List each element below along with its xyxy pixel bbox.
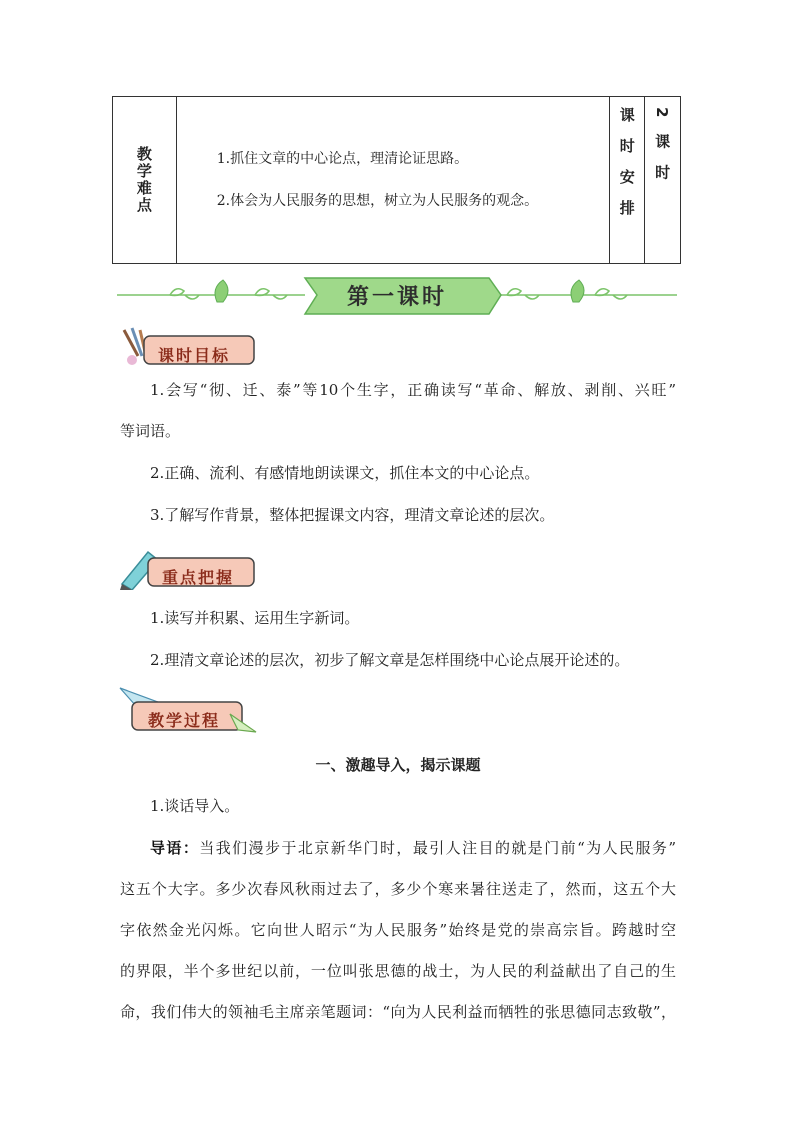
lead-label: 导语： [150, 839, 200, 857]
goals-label: 课时目标 [158, 346, 231, 365]
process-header [118, 684, 258, 736]
process-heading: 一、激趣导入，揭示课题 [315, 756, 481, 774]
lesson-banner [115, 272, 679, 318]
key-label: 重点把握 [162, 568, 235, 587]
lead-line [120, 838, 676, 858]
key-line: 1.读写并积累、运用生字新词。 [150, 609, 360, 627]
time-value: 2课时 [653, 107, 672, 196]
banner-title: 第一课时 [346, 284, 447, 310]
lead-line: 字依然金光闪烁。它向世人昭示“为人民服务”始终是党的崇高宗旨。跨越时空 [120, 921, 676, 939]
goal-line: 等词语。 [120, 422, 181, 440]
table-label-cell [113, 97, 177, 263]
difficulty-item: 1.抓住文章的中心论点，理清论证思路。 [216, 151, 469, 167]
time-label: 课时安排 [617, 107, 636, 231]
process-step: 1.谈话导入。 [150, 797, 240, 815]
lead-text: 当我们漫步于北京新华门时，最引人注目的就是门前“为人民服务” [199, 839, 676, 857]
goal-line: 3.了解写作背景，整体把握课文内容，理清文章论述的层次。 [150, 506, 555, 524]
lead-line: 命，我们伟大的领袖毛主席亲笔题词：“向为人民利益而牺牲的张思德同志致敬”， [120, 1003, 676, 1021]
difficulty-item: 2.体会为人民服务的思想，树立为人民服务的观念。 [216, 193, 539, 209]
process-label: 教学过程 [148, 711, 221, 730]
lead-line: 这五个大字。多少次春风秋雨过去了，多少个寒来暑往送走了，然而，这五个大 [120, 880, 676, 898]
goal-line: 1.会写“彻、迁、泰”等10个生字，正确读写“革命、解放、剥削、兴旺” [150, 381, 676, 399]
goals-header [118, 326, 258, 366]
time-label-cell [610, 97, 645, 263]
table-content-cell [177, 97, 611, 263]
goal-line: 2.正确、流利、有感情地朗读课文，抓住本文的中心论点。 [150, 464, 540, 482]
table-label: 教学难点 [134, 146, 153, 214]
key-line: 2.理清文章论述的层次，初步了解文章是怎样围绕中心论点展开论述的。 [150, 651, 630, 669]
key-header [118, 546, 258, 590]
time-value-cell [645, 97, 680, 263]
lead-line: 的界限，半个多世纪以前，一位叫张思德的战士，为人民的利益献出了自己的生 [120, 962, 676, 980]
difficulty-table [112, 96, 681, 264]
